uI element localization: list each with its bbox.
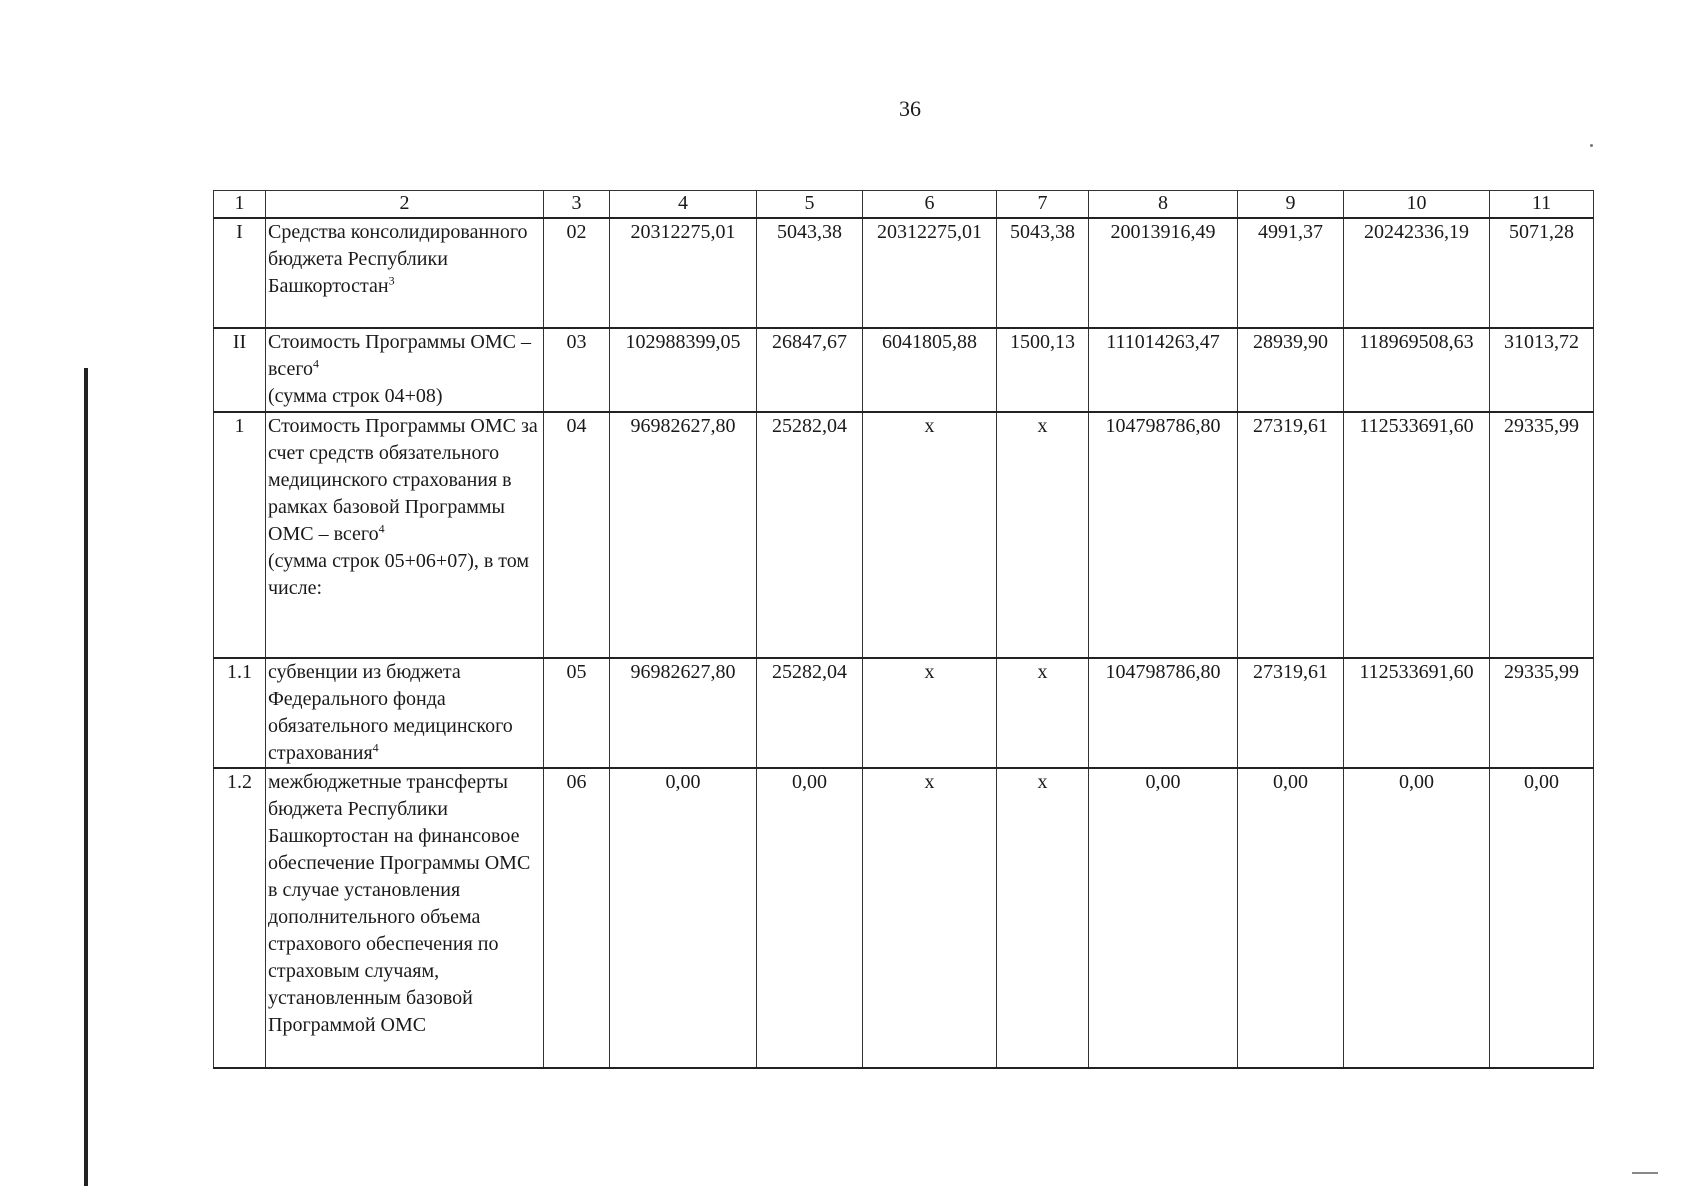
cell-value: 111014263,47 <box>1089 328 1238 412</box>
cell-value: 27319,61 <box>1238 658 1344 768</box>
cell-value: 5043,38 <box>757 218 863 328</box>
col-header: 9 <box>1238 191 1344 219</box>
cell-value: х <box>997 658 1089 768</box>
col-header: 10 <box>1344 191 1490 219</box>
row-name <box>266 412 544 658</box>
cell-value: 5043,38 <box>997 218 1089 328</box>
cell-value: 20242336,19 <box>1344 218 1490 328</box>
row-name-text: Стоимость Программы ОМС за счет средств обязательного медицинского страхования в рамках базовой Программы ОМС – всего <box>268 415 538 545</box>
cell-value: 0,00 <box>1238 768 1344 1068</box>
cell-value: 31013,72 <box>1490 328 1594 412</box>
scan-speck <box>1590 144 1593 147</box>
cell-value: 20312275,01 <box>863 218 997 328</box>
row-code: 04 <box>544 412 610 658</box>
cell-value: х <box>863 412 997 658</box>
cell-value: 0,00 <box>1089 768 1238 1068</box>
row-name-text: субвенции из бюджета Федерального фонда обязательного медицинского страхования <box>268 661 513 764</box>
footnote-ref: 4 <box>378 521 385 536</box>
row-name-note: (сумма строк 05+06+07), в том числе: <box>268 550 530 599</box>
cell-value: 20013916,49 <box>1089 218 1238 328</box>
cell-value: х <box>863 768 997 1068</box>
header-row <box>214 191 1594 219</box>
cell-value: 0,00 <box>610 768 757 1068</box>
col-header: 7 <box>997 191 1089 219</box>
cell-value: 4991,37 <box>1238 218 1344 328</box>
page-number: 36 <box>899 96 921 121</box>
cell-value: 29335,99 <box>1490 658 1594 768</box>
table-row <box>214 412 1594 658</box>
row-name-text: межбюджетные трансферты бюджета Республики Башкортостан на финансовое обеспечение Программы ОМС в случае установления дополнительного объема страхового обеспечения по страховым случаям, установленным базовой Программой ОМС <box>268 771 531 1036</box>
footnote-ref: 4 <box>372 740 379 755</box>
row-name-text: Средства консолидированного бюджета Республики Башкортостан <box>268 221 528 297</box>
row-code: 03 <box>544 328 610 412</box>
col-header: 2 <box>266 191 544 219</box>
cell-value: 104798786,80 <box>1089 658 1238 768</box>
row-name <box>266 658 544 768</box>
row-name <box>266 218 544 328</box>
cell-value: 25282,04 <box>757 658 863 768</box>
cell-value: 20312275,01 <box>610 218 757 328</box>
footnote-ref: 4 <box>313 356 320 371</box>
cell-value: х <box>997 768 1089 1068</box>
table-row <box>214 768 1594 1068</box>
finance-table <box>213 190 1594 1069</box>
col-header: 8 <box>1089 191 1238 219</box>
row-number: 1.1 <box>214 658 266 768</box>
row-name-text: Стоимость Программы ОМС – всего <box>268 331 531 380</box>
cell-value: 96982627,80 <box>610 412 757 658</box>
col-header: 3 <box>544 191 610 219</box>
col-header: 11 <box>1490 191 1594 219</box>
cell-value: 25282,04 <box>757 412 863 658</box>
row-name <box>266 328 544 412</box>
row-code: 05 <box>544 658 610 768</box>
row-number: 1.2 <box>214 768 266 1068</box>
table-row <box>214 328 1594 412</box>
row-number: I <box>214 218 266 328</box>
binding-edge-mark <box>84 368 88 1186</box>
cell-value: 28939,90 <box>1238 328 1344 412</box>
cell-value: х <box>997 412 1089 658</box>
col-header: 1 <box>214 191 266 219</box>
cell-value: 0,00 <box>757 768 863 1068</box>
cell-value: 104798786,80 <box>1089 412 1238 658</box>
cell-value: 27319,61 <box>1238 412 1344 658</box>
cell-value: 118969508,63 <box>1344 328 1490 412</box>
row-number: 1 <box>214 412 266 658</box>
cell-value: 0,00 <box>1344 768 1490 1068</box>
cell-value: 6041805,88 <box>863 328 997 412</box>
cell-value: 102988399,05 <box>610 328 757 412</box>
col-header: 5 <box>757 191 863 219</box>
corner-mark <box>1632 1172 1658 1174</box>
cell-value: 96982627,80 <box>610 658 757 768</box>
cell-value: 26847,67 <box>757 328 863 412</box>
cell-value: 5071,28 <box>1490 218 1594 328</box>
cell-value: 112533691,60 <box>1344 658 1490 768</box>
row-code: 06 <box>544 768 610 1068</box>
table-row <box>214 218 1594 328</box>
table-row <box>214 658 1594 768</box>
cell-value: 0,00 <box>1490 768 1594 1068</box>
row-code: 02 <box>544 218 610 328</box>
col-header: 6 <box>863 191 997 219</box>
footnote-ref: 3 <box>388 273 395 288</box>
cell-value: х <box>863 658 997 768</box>
cell-value: 1500,13 <box>997 328 1089 412</box>
cell-value: 112533691,60 <box>1344 412 1490 658</box>
cell-value: 29335,99 <box>1490 412 1594 658</box>
row-number: II <box>214 328 266 412</box>
row-name <box>266 768 544 1068</box>
col-header: 4 <box>610 191 757 219</box>
row-name-note: (сумма строк 04+08) <box>268 385 443 407</box>
